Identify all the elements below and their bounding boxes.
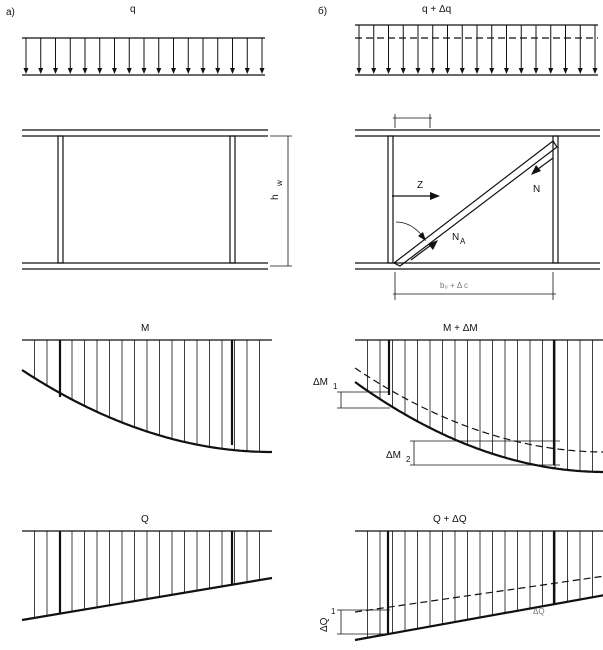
load-arrow-head (475, 68, 480, 74)
load-arrow-head (245, 68, 250, 74)
moment-hatch-b (368, 340, 593, 472)
load-arrow-head (83, 68, 88, 74)
load-arrow-head (186, 68, 191, 74)
load-arrow-head (68, 68, 73, 74)
shear-increment-label: ΔQ (319, 617, 330, 632)
load-label-a: q (130, 4, 136, 15)
tension-label-b: Z (417, 180, 424, 191)
shear-diagram-a (22, 514, 272, 620)
load-arrow-head (578, 68, 583, 74)
stiffener-left-b (388, 136, 393, 263)
shear-hatch-b (368, 531, 593, 638)
moment-hatch-a (35, 340, 260, 452)
load-arrow-head (38, 68, 43, 74)
panel-tag-b: б) (318, 6, 328, 17)
load-arrow-head (489, 68, 494, 74)
stiffener-left-a (58, 136, 63, 263)
load-arrow-head (563, 68, 568, 74)
stiffener-right-a (230, 136, 235, 263)
load-arrow-head (504, 68, 509, 74)
beam-elevation-a (22, 130, 292, 269)
load-arrow-head (142, 68, 147, 74)
load-arrow-head (215, 68, 220, 74)
load-diagram-b (318, 4, 598, 75)
load-arrow-head (416, 68, 421, 74)
load-arrow-head (386, 68, 391, 74)
load-label-b: q + Δq (422, 4, 452, 15)
moment-diagram-b (313, 323, 603, 472)
shear-hatch-a (35, 531, 260, 618)
shear-diagram-b (319, 514, 603, 640)
load-arrow-head (24, 68, 29, 74)
moment-label-b: M + ΔM (443, 323, 478, 334)
load-diagram-a (6, 4, 265, 75)
web-height-label-a: h (270, 194, 281, 200)
load-arrow-head (548, 68, 553, 74)
moment-increment-2-label: ΔM (386, 450, 402, 461)
load-arrow-head (357, 68, 362, 74)
shear-label-b: Q + ΔQ (433, 514, 467, 525)
brace-force-label-b: N (452, 232, 460, 243)
load-arrow-head (445, 68, 450, 74)
shear-label-a: Q (141, 514, 149, 525)
compression-label-b: N (533, 184, 541, 195)
load-arrow-head (260, 68, 265, 74)
load-arrow-head (127, 68, 132, 74)
load-arrow-head (53, 68, 58, 74)
diagonal-brace-b (394, 141, 557, 266)
load-arrow-head (97, 68, 102, 74)
moment-label-a: M (141, 323, 150, 334)
brace-force-sub-b: A (460, 237, 466, 246)
moment-increment-1-label: ΔM (313, 377, 329, 388)
load-arrow-head (201, 68, 206, 74)
load-arrows-b (357, 25, 598, 74)
load-arrow-head (112, 68, 117, 74)
shear-increment-sub: 1 (331, 607, 336, 616)
load-arrow-head (460, 68, 465, 74)
load-arrows-a (24, 38, 265, 74)
shear-curve-label-b: ΔQ (533, 607, 545, 616)
load-arrow-head (156, 68, 161, 74)
load-arrow-head (371, 68, 376, 74)
load-arrow-head (171, 68, 176, 74)
moment-increment-2-sub: 2 (406, 455, 411, 464)
beam-elevation-b (355, 114, 600, 300)
stiffener-right-b (553, 136, 558, 263)
load-arrow-head (534, 68, 539, 74)
load-arrow-head (593, 68, 598, 74)
panel-width-label-b: b₀ + Δ c (440, 281, 469, 290)
load-arrow-head (519, 68, 524, 74)
moment-increment-1-sub: 1 (333, 382, 338, 391)
moment-diagram-a (22, 323, 272, 452)
web-height-sub-a: w (275, 180, 284, 186)
panel-tag-a: a) (6, 7, 15, 18)
load-arrow-head (401, 68, 406, 74)
load-arrow-head (430, 68, 435, 74)
load-arrow-head (230, 68, 235, 74)
